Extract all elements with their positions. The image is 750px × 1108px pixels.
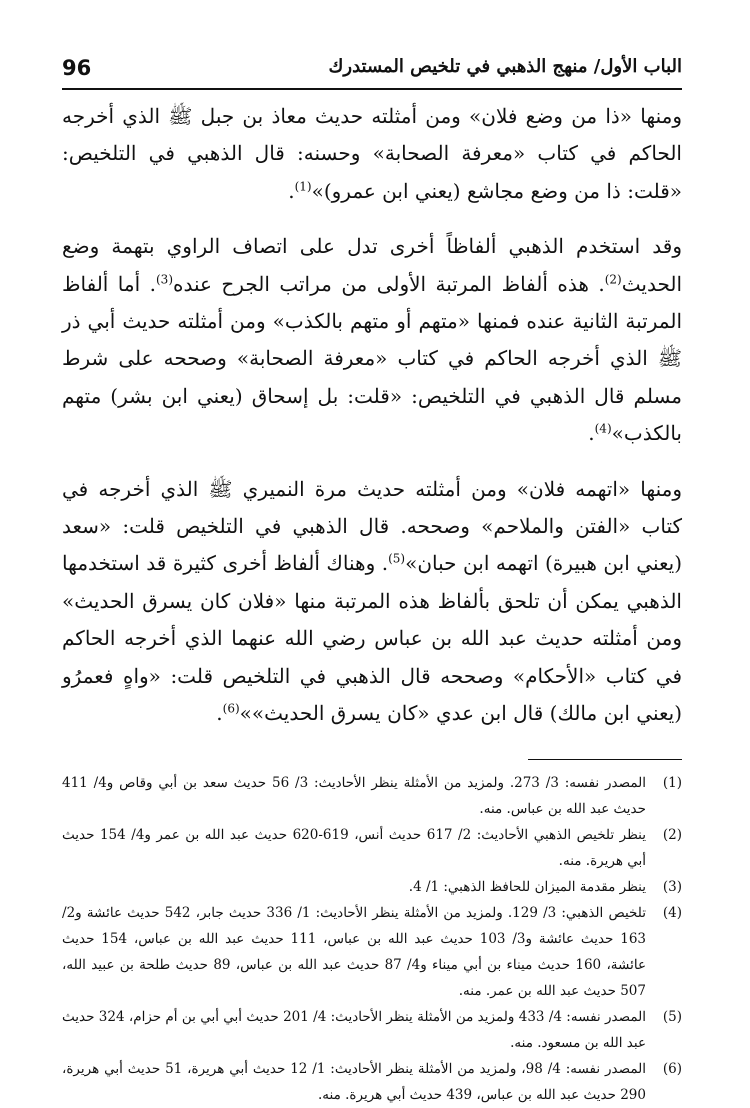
footnotes [62,770,682,1108]
footnote-number: (1) [662,774,682,791]
footnote-text: المصدر نفسه: 3/ 273. ولمزيد من الأمثلة ينظر الأحاديث: 3/ 56 حديث سعد بن أبي وقاص و4/ 411 حديث عبد الله بن عباس. منه. [62,774,647,817]
main-text [62,98,682,1108]
text-run: . وهناك ألفاظ أخرى كثيرة قد استخدمها الذهبي يمكن أن تلحق بألفاظ هذه المرتبة منها «فلان كان يسرق الحديث» ومن أمثلته حديث عبد الله بن عباس رضي الله عنهما الذي أخرجه الحاكم في كتاب «الأحكام» وصححه قال الذهبي في التلخيص قلت: «واهٍ فعمرُو (يعني ابن مالك) قال ابن عدي «كان يسرق الحديث»» [62,551,682,726]
footnote-text: المصدر نفسه: 4/ 433 ولمزيد من الأمثلة ينظر الأحاديث: 4/ 201 حديث أبي أبي بن أم حزام، 324 حديث عبد الله بن مسعود. منه. [62,1008,646,1051]
footnote-marker: (2) [604,271,622,286]
footnote-text: المصدر نفسه: 4/ 98، ولمزيد من الأمثلة ينظر الأحاديث: 1/ 12 حديث أبي هريرة، 51 حديث أبي هريرة، 290 حديث عبد الله بن عباس، 439 حديث أبي هريرة. منه. [62,1060,647,1103]
footnote-marker: (1) [294,179,312,194]
footnote-number: (2) [662,826,682,843]
paragraph [62,228,682,452]
footnote-number: (3) [662,878,682,895]
footnote-marker: (4) [594,421,612,436]
footnote-marker: (3) [155,271,173,286]
text-run: ومنها «اتهمه فلان» ومن أمثلته حديث مرة النميري ﷺ الذي أخرجه في كتاب «الفتن والملاحم» وصححه. قال الذهبي في التلخيص قلت: «سعد (يعني ابن هبيرة) اتهمه ابن حبان» [62,476,683,576]
footnote-text: ينظر مقدمة الميزان للحافظ الذهبي: 1/ 4. [408,878,646,895]
footnote-number: (6) [662,1060,682,1077]
paragraph [62,98,682,210]
footnote-text: ينظر تلخيص الذهبي الأحاديث: 2/ 617 حديث أنس، 619-620 حديث عبد الله بن عمر و4/ 154 حديث أبي هريرة. منه. [62,826,647,869]
header-rule [62,88,682,90]
footnote-marker: (5) [388,551,406,566]
text-run: ومنها «ذا من وضع فلان» ومن أمثلته حديث معاذ بن جبل ﷺ الذي أخرجه الحاكم في كتاب «معرفة الصحابة» وحسنه: قال الذهبي في التلخيص: «قلت: ذا من وضع مجاشع (يعني ابن عمرو)» [62,104,682,203]
running-title: الباب الأول/ منهج الذهبي في تلخيص المستدرك [328,56,682,77]
book-page [62,48,682,1108]
footnote-separator [528,759,682,760]
footnote-text: تلخيص الذهبي: 3/ 129. ولمزيد من الأمثلة ينظر الأحاديث: 1/ 336 حديث جابر، 542 حديث عائشة و2/ 163 حديث عائشة و3/ 103 حديث عبد الله بن عباس، 111 حديث عبد الله بن عباس، 154 حديث عائشة، 160 حديث ميناء بن أبي ميناء و4/ 87 حديث عبد الله بن عباس، 89 حديث طلحة بن عبيد الله، 507 حديث عبد الله بن عمر. منه. [62,904,647,999]
footnote [62,1004,682,1056]
text-run: . [216,701,223,726]
text-run: . [588,421,595,446]
footnote [62,900,682,1004]
page-number: 96 [62,56,92,80]
footnote [62,1056,682,1108]
text-run: . هذه ألفاظ المرتبة الأولى من مراتب الجرح عنده [173,271,605,296]
paragraph [62,471,682,733]
footnote [62,874,682,900]
text-run: . [288,178,295,203]
footnote-number: (4) [662,904,682,921]
text-run: . أما ألفاظ المرتبة الثانية عنده فمنها «متهم أو متهم بالكذب» ومن أمثلته حديث أبي ذر ﷺ الذي أخرجه الحاكم في كتاب «معرفة الصحابة» وصححه على شرط مسلم قال الذهبي في التلخيص: «قلت: بل إسحاق (يعني ابن بشر) متهم بالكذب» [62,271,682,446]
running-header [62,48,682,86]
footnote [62,770,682,822]
footnote [62,822,682,874]
footnote-marker: (6) [222,701,240,716]
footnote-number: (5) [662,1008,682,1025]
text-run: وقد استخدم الذهبي ألفاظاً أخرى تدل على اتصاف الراوي بتهمة وضع الحديث [62,234,682,296]
